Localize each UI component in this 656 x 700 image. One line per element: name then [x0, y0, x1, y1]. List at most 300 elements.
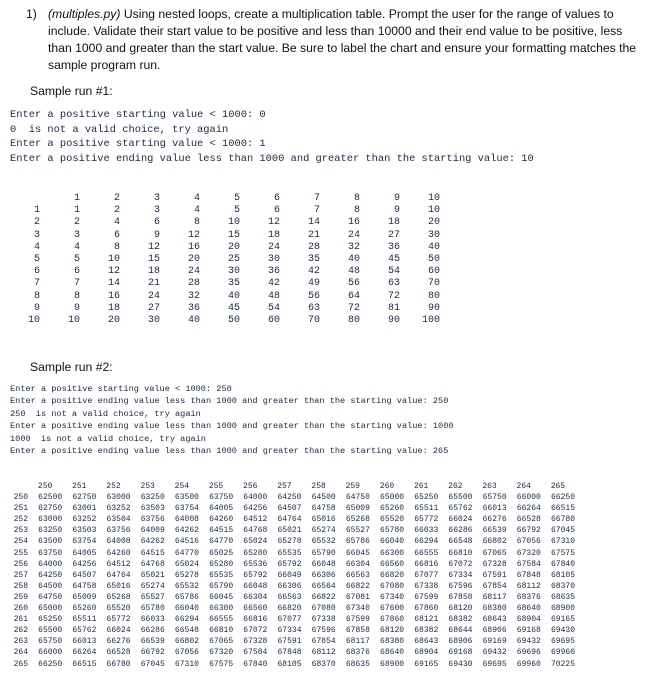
- product-cell: 64507: [277, 504, 302, 514]
- product-cell: 66539: [482, 526, 507, 536]
- product-cell: 90: [387, 314, 400, 326]
- product-cell: 63250: [140, 493, 165, 503]
- product-cell: 64515: [140, 548, 165, 558]
- product-cell: 65780: [140, 604, 165, 614]
- row-header: 2: [33, 217, 40, 229]
- product-cell: 69960: [550, 648, 575, 658]
- table-row: [8, 503, 575, 514]
- product-cell: 65527: [345, 526, 370, 536]
- row-header: 259: [13, 592, 28, 602]
- product-cell: 63: [387, 278, 400, 290]
- row-header: 260: [13, 604, 28, 614]
- product-cell: 4: [193, 205, 200, 217]
- product-cell: 48: [347, 266, 360, 278]
- product-cell: 6: [273, 205, 280, 217]
- product-cell: 64008: [106, 537, 131, 547]
- product-cell: 67575: [209, 659, 234, 669]
- product-cell: 65790: [311, 548, 336, 558]
- row-header: 256: [13, 559, 28, 569]
- product-cell: 65762: [448, 504, 473, 514]
- product-cell: 66304: [243, 592, 268, 602]
- product-cell: 66300: [209, 604, 234, 614]
- product-cell: 67848: [277, 648, 302, 658]
- product-cell: 67310: [550, 537, 575, 547]
- product-cell: 50: [227, 314, 240, 326]
- product-cell: 70225: [550, 659, 575, 669]
- product-cell: 68640: [516, 604, 541, 614]
- sample-run-1-console: [10, 108, 534, 166]
- product-cell: 66816: [243, 615, 268, 625]
- product-cell: 65792: [243, 570, 268, 580]
- product-cell: 67045: [550, 526, 575, 536]
- product-cell: 65536: [243, 559, 268, 569]
- product-cell: 63754: [174, 504, 199, 514]
- product-cell: 20: [107, 314, 120, 326]
- product-cell: 10: [67, 314, 80, 326]
- product-cell: 6: [113, 229, 120, 241]
- product-cell: 14: [107, 278, 120, 290]
- table-row: [10, 315, 440, 327]
- product-cell: 65772: [414, 515, 439, 525]
- product-cell: 66276: [482, 515, 507, 525]
- product-cell: 16: [187, 241, 200, 253]
- product-cell: 65268: [106, 592, 131, 602]
- run2-line: Enter a positive ending value less than 1000 and greater than the starting value: 1000: [10, 421, 454, 432]
- table-row: [8, 592, 575, 603]
- table-corner: [10, 193, 40, 205]
- problem-filename: (multiples.py): [48, 7, 121, 21]
- product-cell: 28: [307, 241, 320, 253]
- product-cell: 64512: [243, 515, 268, 525]
- product-cell: 30: [147, 314, 160, 326]
- product-cell: 67858: [448, 592, 473, 602]
- product-cell: 50: [427, 253, 440, 265]
- product-cell: 67858: [345, 626, 370, 636]
- product-cell: 68644: [448, 626, 473, 636]
- product-cell: 64: [347, 290, 360, 302]
- product-cell: 66822: [345, 581, 370, 591]
- product-cell: 67596: [311, 626, 336, 636]
- table-row: [8, 581, 575, 592]
- product-cell: 35: [227, 278, 240, 290]
- column-header: 253: [140, 482, 155, 491]
- product-cell: 68382: [414, 626, 439, 636]
- product-cell: 63750: [209, 493, 234, 503]
- product-cell: 49: [307, 278, 320, 290]
- product-cell: 6: [153, 217, 160, 229]
- product-cell: 66033: [414, 526, 439, 536]
- product-cell: 80: [347, 314, 360, 326]
- product-cell: 63503: [140, 504, 165, 514]
- product-cell: 67599: [414, 592, 439, 602]
- product-cell: 67072: [243, 626, 268, 636]
- row-header: 252: [13, 515, 28, 525]
- product-cell: 66304: [345, 559, 370, 569]
- product-cell: 35: [307, 253, 320, 265]
- product-cell: 67599: [345, 615, 370, 625]
- product-cell: 63252: [106, 504, 131, 514]
- row-header: 1: [33, 205, 40, 217]
- column-header: 265: [550, 482, 566, 491]
- product-cell: 67338: [414, 581, 439, 591]
- product-cell: 67077: [414, 570, 439, 580]
- product-cell: 66033: [140, 615, 165, 625]
- product-cell: 56: [347, 278, 360, 290]
- product-cell: 66810: [448, 548, 473, 558]
- product-cell: 65532: [174, 581, 199, 591]
- table-row: [10, 303, 440, 315]
- column-header: 1: [73, 193, 80, 204]
- column-header: 257: [277, 482, 292, 491]
- product-cell: 65260: [380, 504, 405, 514]
- product-cell: 68900: [550, 604, 575, 614]
- product-cell: 15: [227, 229, 240, 241]
- product-cell: 65021: [140, 570, 165, 580]
- product-cell: 25: [227, 253, 240, 265]
- product-cell: 67340: [345, 604, 370, 614]
- product-cell: 66515: [72, 659, 97, 669]
- product-cell: 66802: [174, 637, 199, 647]
- product-cell: 9: [153, 229, 160, 241]
- sample-run-2-console: [10, 383, 454, 457]
- product-cell: 67854: [482, 581, 507, 591]
- table-row: [10, 230, 440, 242]
- product-cell: 67320: [209, 648, 234, 658]
- product-cell: 66792: [140, 648, 165, 658]
- product-cell: 9: [393, 205, 400, 217]
- product-cell: 9: [73, 302, 80, 314]
- product-cell: 64770: [209, 537, 234, 547]
- product-cell: 64515: [209, 526, 234, 536]
- product-cell: 63500: [174, 493, 199, 503]
- product-cell: 66564: [311, 581, 336, 591]
- product-cell: 66820: [277, 604, 302, 614]
- column-header: 261: [413, 482, 429, 491]
- product-cell: 68117: [345, 637, 370, 647]
- product-cell: 21: [307, 229, 320, 241]
- product-cell: 80: [427, 290, 440, 302]
- product-cell: 66000: [516, 493, 541, 503]
- product-cell: 64500: [311, 493, 336, 503]
- product-cell: 64758: [311, 504, 336, 514]
- row-header: 4: [33, 241, 40, 253]
- product-cell: 66528: [516, 515, 541, 525]
- row-header: 3: [33, 229, 40, 241]
- table-row: [8, 603, 575, 614]
- product-cell: 69165: [414, 659, 439, 669]
- product-cell: 66286: [448, 526, 473, 536]
- multiplication-table-2: [8, 481, 575, 670]
- product-cell: 5: [73, 253, 80, 265]
- table-row: [8, 559, 575, 570]
- product-cell: 63756: [106, 526, 131, 536]
- product-cell: 63250: [38, 526, 63, 536]
- product-cell: 12: [267, 217, 280, 229]
- product-cell: 62750: [72, 493, 97, 503]
- product-cell: 62500: [38, 493, 63, 503]
- product-cell: 65000: [380, 493, 405, 503]
- product-cell: 67077: [277, 615, 302, 625]
- product-cell: 64250: [38, 570, 63, 580]
- product-cell: 8: [73, 290, 80, 302]
- product-cell: 68120: [380, 626, 405, 636]
- product-cell: 64256: [72, 559, 97, 569]
- product-cell: 66049: [277, 570, 302, 580]
- column-header: 7: [313, 193, 320, 204]
- product-cell: 63750: [38, 548, 63, 558]
- product-cell: 64000: [243, 493, 268, 503]
- product-cell: 5: [233, 205, 240, 217]
- product-cell: 10: [107, 253, 120, 265]
- product-cell: 66539: [140, 637, 165, 647]
- column-header: 264: [516, 482, 531, 491]
- product-cell: 12: [147, 241, 160, 253]
- product-cell: 66000: [38, 648, 63, 658]
- product-cell: 68121: [414, 615, 439, 625]
- product-cell: 28: [187, 278, 200, 290]
- product-cell: 68906: [482, 626, 507, 636]
- product-cell: 66555: [414, 548, 439, 558]
- product-cell: 65250: [38, 615, 63, 625]
- product-cell: 2: [73, 217, 80, 229]
- product-cell: 36: [187, 302, 200, 314]
- product-cell: 63756: [140, 515, 165, 525]
- product-cell: 66820: [380, 570, 405, 580]
- table-row: [10, 278, 440, 290]
- product-cell: 62750: [38, 504, 63, 514]
- product-cell: 64260: [106, 548, 131, 558]
- problem-text: Using nested loops, create a multiplication table. Prompt the user for the range of values to include. Validate their start value to be positive and less than 10000 and their end value to be positive, less than 1000 and greater than the start value. Be sure to label the chart and ensure your formatting matches the sample program run.: [48, 7, 637, 72]
- product-cell: 67334: [277, 626, 302, 636]
- product-cell: 65278: [277, 537, 302, 547]
- product-cell: 2: [113, 205, 120, 217]
- product-cell: 14: [307, 217, 320, 229]
- product-cell: 65278: [174, 570, 199, 580]
- product-cell: 64758: [72, 581, 97, 591]
- product-cell: 66528: [106, 648, 131, 658]
- column-header: 10: [427, 193, 440, 204]
- product-cell: 15: [147, 253, 160, 265]
- run1-line: Enter a positive starting value < 1000: 0: [10, 109, 266, 121]
- product-cell: 69695: [550, 637, 575, 647]
- product-cell: 90: [427, 302, 440, 314]
- column-header: 256: [243, 482, 258, 491]
- run1-line: 0 is not a valid choice, try again: [10, 123, 229, 136]
- product-cell: 81: [387, 302, 400, 314]
- product-cell: 24: [147, 290, 160, 302]
- product-cell: 42: [267, 278, 280, 290]
- product-cell: 63754: [72, 537, 97, 547]
- product-cell: 65786: [174, 592, 199, 602]
- product-cell: 64262: [174, 526, 199, 536]
- product-cell: 69432: [516, 637, 541, 647]
- product-cell: 66250: [550, 493, 575, 503]
- product-cell: 64750: [38, 592, 63, 602]
- product-cell: 68380: [380, 637, 405, 647]
- product-cell: 66560: [380, 559, 405, 569]
- product-cell: 64768: [243, 526, 268, 536]
- table-row: [8, 548, 575, 559]
- product-cell: 69960: [516, 659, 541, 669]
- row-header: 5: [33, 253, 40, 265]
- product-cell: 64500: [38, 581, 63, 591]
- product-cell: 67860: [380, 615, 405, 625]
- column-header: 2: [113, 193, 120, 204]
- product-cell: 66810: [209, 626, 234, 636]
- product-cell: 65274: [140, 581, 165, 591]
- product-cell: 66040: [380, 537, 405, 547]
- product-cell: 30: [267, 253, 280, 265]
- product-cell: 64250: [277, 493, 302, 503]
- product-cell: 64770: [174, 548, 199, 558]
- product-cell: 12: [107, 266, 120, 278]
- table-row: [8, 659, 575, 670]
- multiplication-table-1: [10, 193, 440, 327]
- problem-body: [48, 6, 640, 74]
- column-header: 262: [448, 482, 463, 491]
- table-row: [8, 536, 575, 547]
- column-header: 4: [193, 193, 200, 204]
- product-cell: 68117: [482, 592, 507, 602]
- product-cell: 67340: [380, 592, 405, 602]
- product-cell: 66013: [482, 504, 507, 514]
- product-cell: 40: [427, 241, 440, 253]
- product-cell: 18: [387, 217, 400, 229]
- column-header: 8: [353, 193, 360, 204]
- product-cell: 66045: [345, 548, 370, 558]
- product-cell: 65280: [209, 559, 234, 569]
- run2-line: Enter a positive ending value less than 1000 and greater than the starting value: 265: [10, 446, 449, 457]
- product-cell: 20: [187, 253, 200, 265]
- product-cell: 69168: [516, 626, 541, 636]
- table-row: [8, 514, 575, 525]
- product-cell: 67320: [516, 548, 541, 558]
- product-cell: 67848: [516, 570, 541, 580]
- product-cell: 67328: [243, 637, 268, 647]
- product-cell: 66306: [277, 581, 302, 591]
- product-cell: 69695: [482, 659, 507, 669]
- product-cell: 24: [347, 229, 360, 241]
- product-cell: 67328: [482, 559, 507, 569]
- row-header: 250: [13, 493, 28, 503]
- product-cell: 63000: [38, 515, 63, 525]
- column-header: 255: [208, 482, 224, 491]
- product-cell: 68370: [311, 659, 336, 669]
- product-cell: 68640: [380, 648, 405, 658]
- product-cell: 67575: [550, 548, 575, 558]
- product-cell: 66264: [72, 648, 97, 658]
- product-cell: 66024: [106, 626, 131, 636]
- product-cell: 68370: [550, 581, 575, 591]
- product-cell: 69168: [448, 648, 473, 658]
- product-cell: 65535: [209, 570, 234, 580]
- product-cell: 64764: [106, 570, 131, 580]
- sample-run-1-heading: Sample run #1:: [30, 84, 113, 98]
- product-cell: 65790: [209, 581, 234, 591]
- product-cell: 12: [187, 229, 200, 241]
- product-cell: 66294: [174, 615, 199, 625]
- product-cell: 1: [73, 205, 80, 217]
- product-cell: 64262: [140, 537, 165, 547]
- product-cell: 69169: [482, 637, 507, 647]
- table-row: [10, 254, 440, 266]
- product-cell: 66563: [277, 592, 302, 602]
- product-cell: 21: [147, 278, 160, 290]
- row-header: 265: [13, 659, 28, 669]
- row-header: 255: [13, 548, 28, 558]
- product-cell: 67081: [345, 592, 370, 602]
- row-header: 10: [27, 314, 40, 326]
- product-cell: 63252: [72, 515, 97, 525]
- product-cell: 67840: [243, 659, 268, 669]
- product-cell: 27: [387, 229, 400, 241]
- product-cell: 70: [427, 278, 440, 290]
- product-cell: 63001: [72, 504, 97, 514]
- row-header: 258: [13, 581, 28, 591]
- product-cell: 64764: [277, 515, 302, 525]
- column-header: 250: [37, 482, 53, 491]
- product-cell: 8: [113, 241, 120, 253]
- column-header: 254: [174, 482, 190, 491]
- product-cell: 65511: [414, 504, 439, 514]
- product-cell: 63504: [106, 515, 131, 525]
- table-row: [8, 492, 575, 503]
- product-cell: 65511: [72, 615, 97, 625]
- product-cell: 7: [73, 278, 80, 290]
- product-cell: 42: [307, 266, 320, 278]
- product-cell: 68635: [550, 592, 575, 602]
- product-cell: 66306: [311, 570, 336, 580]
- product-cell: 65016: [311, 515, 336, 525]
- run2-line: Enter a positive ending value less than 1000 and greater than the starting value: 250: [10, 396, 449, 407]
- column-header: 5: [233, 193, 240, 204]
- product-cell: 68376: [345, 648, 370, 658]
- product-cell: 67065: [209, 637, 234, 647]
- row-header: 9: [33, 302, 40, 314]
- product-cell: 65274: [311, 526, 336, 536]
- product-cell: 64008: [174, 515, 199, 525]
- product-cell: 27: [147, 302, 160, 314]
- product-cell: 66780: [550, 515, 575, 525]
- product-cell: 60: [267, 314, 280, 326]
- product-cell: 69165: [550, 615, 575, 625]
- product-cell: 66286: [140, 626, 165, 636]
- row-header: 7: [33, 278, 40, 290]
- product-cell: 66802: [482, 537, 507, 547]
- product-cell: 65009: [72, 592, 97, 602]
- product-cell: 66555: [209, 615, 234, 625]
- table-row: [8, 636, 575, 647]
- product-cell: 66548: [448, 537, 473, 547]
- product-cell: 67584: [516, 559, 541, 569]
- product-cell: 65527: [140, 592, 165, 602]
- row-header: 257: [13, 570, 28, 580]
- row-header: 262: [13, 626, 28, 636]
- product-cell: 70: [307, 314, 320, 326]
- product-cell: 66515: [550, 504, 575, 514]
- product-cell: 18: [267, 229, 280, 241]
- product-cell: 30: [427, 229, 440, 241]
- product-cell: 64512: [106, 559, 131, 569]
- run1-line: Enter a positive starting value < 1000: 1: [10, 138, 266, 150]
- product-cell: 64507: [72, 570, 97, 580]
- product-cell: 65762: [72, 626, 97, 636]
- column-header: 251: [72, 482, 87, 491]
- column-header: 3: [153, 193, 160, 204]
- product-cell: 45: [227, 302, 240, 314]
- product-cell: 65024: [243, 537, 268, 547]
- problem-statement: [26, 6, 640, 74]
